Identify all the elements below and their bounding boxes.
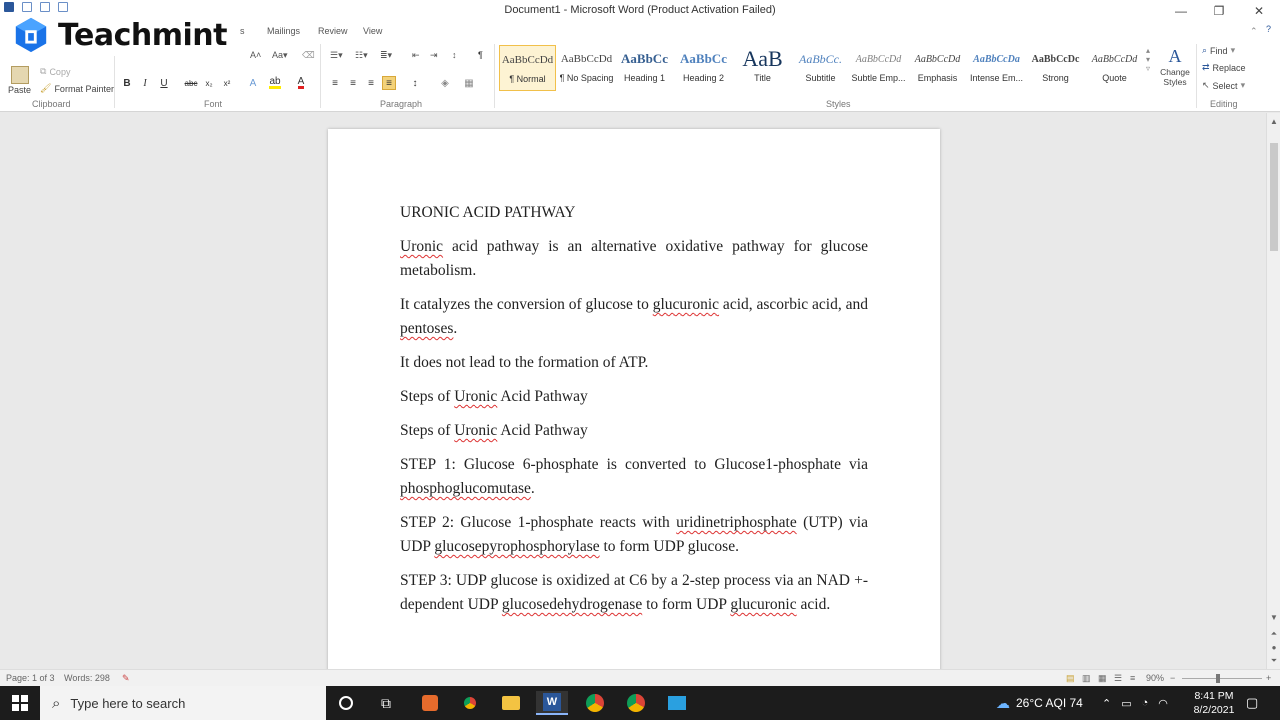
justify-icon[interactable]: ≡ (382, 76, 396, 90)
paste-icon (11, 66, 29, 84)
help-icon[interactable]: ? (1266, 24, 1272, 34)
group-divider (320, 44, 321, 108)
notifications-icon[interactable]: ▢ (1246, 695, 1259, 710)
select-icon: ↖ (1202, 80, 1210, 90)
wifi-icon[interactable]: ◠ (1158, 697, 1168, 710)
teachmint-brand-text: Teachmint (58, 17, 227, 53)
clock[interactable] (1186, 689, 1242, 717)
borders-icon[interactable]: ▦ (464, 77, 474, 89)
change-styles-icon: A (1168, 46, 1182, 66)
underline-button[interactable]: U (160, 77, 168, 89)
style-subtitle[interactable]: AaBbCc. Subtitle (799, 51, 842, 83)
document-body[interactable] (400, 201, 868, 627)
zoom-out-icon[interactable]: − (1170, 673, 1176, 683)
browse-object-icon[interactable]: ● (1271, 643, 1277, 652)
styles-group-label: Styles (826, 99, 851, 109)
sort-icon[interactable]: ↕ (452, 50, 457, 60)
clear-format-icon[interactable]: ⌫ (302, 50, 315, 60)
brush-icon: 🖌 (40, 83, 52, 93)
chrome-icon[interactable] (454, 691, 486, 715)
start-button[interactable] (0, 686, 40, 720)
paragraph-step-2: STEP 2: Glucose 1-phosphate reacts with uridinetriphosphate (UTP) via UDP glucosepyrophosphorylase to form UDP glucose. (400, 514, 868, 555)
style-normal[interactable]: AaBbCcDd ¶ Normal (499, 45, 556, 91)
decrease-indent-icon[interactable]: ⇤ (412, 50, 420, 60)
teachmint-logo-icon (12, 16, 50, 54)
taskbar-search[interactable] (40, 686, 326, 720)
chevron-up-icon[interactable]: ⌃ (1102, 697, 1112, 710)
paragraph-step-1: STEP 1: Glucose 6-phosphate is converted to Glucose1-phosphate via phosphoglucomutase. (400, 456, 868, 497)
format-painter-button[interactable]: 🖌 Format Painter (40, 83, 114, 94)
weather-icon: ☁ (996, 694, 1010, 711)
style-strong[interactable]: AaBbCcDc Strong (1031, 53, 1080, 83)
zoom-slider[interactable] (1182, 678, 1262, 679)
scroll-up-icon[interactable]: ▲ (1270, 117, 1278, 126)
style-quote[interactable]: AaBbCcDd Quote (1091, 53, 1138, 83)
proofing-icon[interactable]: ✎ (122, 673, 130, 683)
change-styles-button[interactable]: A Change Styles (1160, 46, 1190, 87)
paragraph-5: Steps of Uronic Acid Pathway (400, 422, 588, 439)
next-page-icon[interactable]: ⏷ (1270, 656, 1278, 665)
app-icon-blue[interactable] (661, 691, 693, 715)
battery-icon[interactable]: ▭ (1121, 697, 1132, 710)
system-tray (1102, 686, 1168, 720)
subscript-button[interactable]: x₂ (205, 78, 213, 88)
paragraph-step-3: STEP 3: UDP glucose is oxidized at C6 by a 2-step process via an NAD +-dependent UDP glucosedehydrogenase to form UDP glucuronic acid. (400, 572, 868, 613)
cortana-icon[interactable] (330, 691, 362, 715)
file-explorer-icon[interactable] (495, 691, 527, 715)
weather-widget[interactable]: ☁ 26°C AQI 74 (996, 694, 1083, 711)
paragraph-2: It catalyzes the conversion of glucose to glucuronic acid, ascorbic acid, and pentoses. (400, 296, 868, 337)
clock-time: 8:41 PM (1194, 690, 1234, 702)
paragraph-4: Steps of Uronic Acid Pathway (400, 388, 588, 405)
close-button[interactable]: ✕ (1253, 4, 1265, 18)
bold-button[interactable]: B (123, 77, 131, 89)
web-layout-icon[interactable]: ▦ (1098, 673, 1107, 683)
copy-button[interactable]: ⧉ Copy (40, 66, 71, 77)
superscript-button[interactable]: x² (223, 78, 231, 88)
word-count[interactable]: Words: 298 (64, 673, 110, 683)
teachmint-watermark (12, 14, 233, 56)
tab-view[interactable]: View (363, 26, 383, 36)
shading-icon[interactable]: ◈ (441, 77, 449, 89)
minimize-ribbon-icon[interactable]: ⌃ (1250, 26, 1258, 36)
replace-button[interactable]: ⇄ Replace (1202, 62, 1246, 73)
page-count[interactable]: Page: 1 of 3 (6, 673, 55, 683)
network-icon[interactable]: ◔ (1141, 697, 1149, 709)
maximize-button[interactable]: ❐ (1213, 4, 1225, 18)
italic-button[interactable]: I (143, 77, 147, 89)
minimize-button[interactable]: — (1175, 4, 1187, 18)
taskbar (0, 686, 1280, 720)
paste-button[interactable]: Paste (8, 66, 31, 95)
style-no-spacing[interactable]: AaBbCcDd ¶ No Spacing (559, 53, 614, 83)
chrome-icon-2[interactable] (620, 691, 652, 715)
draft-icon[interactable]: ≡ (1130, 673, 1136, 683)
group-divider (494, 44, 495, 108)
increase-indent-icon[interactable]: ⇥ (430, 50, 438, 60)
tab-review[interactable]: Review (318, 26, 348, 36)
window-title: Document1 - Microsoft Word (Product Activation Failed) (504, 4, 776, 16)
replace-icon: ⇄ (1202, 62, 1210, 72)
style-heading-1[interactable]: AaBbCc Heading 1 (621, 51, 668, 83)
paragraph-3: It does not lead to the formation of ATP. (400, 354, 649, 371)
clipboard-group-label: Clipboard (32, 99, 71, 109)
scroll-down-icon[interactable]: ▼ (1270, 613, 1278, 622)
paragraph-group-label: Paragraph (380, 99, 423, 109)
status-bar (0, 669, 1280, 686)
full-screen-reading-icon[interactable]: ▥ (1082, 673, 1091, 683)
styles-scroll-buttons[interactable]: ▴ ▾ ▿ (1146, 46, 1151, 73)
align-left-icon[interactable]: ≡ (332, 77, 338, 89)
find-button[interactable]: ⌕ Find ▾ (1202, 45, 1236, 56)
zoom-level[interactable]: 90% (1146, 673, 1165, 683)
outline-icon[interactable]: ☰ (1114, 673, 1123, 683)
style-heading-2[interactable]: AaBbCc Heading 2 (680, 51, 727, 83)
chrome-profile-icon[interactable] (579, 691, 611, 715)
vertical-scrollbar[interactable] (1266, 113, 1280, 669)
align-right-icon[interactable]: ≡ (368, 77, 374, 89)
multilevel-list-icon[interactable]: ≣▾ (380, 50, 393, 60)
highlight-icon[interactable]: ab (269, 76, 281, 87)
strikethrough-button[interactable]: abc (184, 78, 198, 88)
show-formatting-icon[interactable]: ¶ (478, 50, 483, 60)
tab-partial[interactable]: s (240, 26, 245, 36)
style-title[interactable]: AaB Title (742, 46, 783, 83)
numbering-icon[interactable]: ☷▾ (355, 50, 368, 60)
app-icon-orange[interactable] (414, 691, 446, 715)
document-page[interactable] (328, 129, 940, 669)
zoom-slider-thumb[interactable] (1216, 674, 1220, 683)
search-placeholder: Type here to search (70, 695, 186, 711)
font-color-icon[interactable]: A (297, 76, 305, 87)
tab-mailings[interactable]: Mailings (267, 26, 301, 36)
document-area[interactable] (0, 113, 1266, 669)
text-effects-icon[interactable]: A (249, 77, 257, 89)
align-center-icon[interactable]: ≡ (350, 77, 356, 89)
copy-icon: ⧉ (40, 66, 47, 76)
zoom-in-icon[interactable]: + (1266, 673, 1272, 683)
search-icon: ⌕ (52, 694, 61, 712)
clock-date: 8/2/2021 (1193, 704, 1235, 716)
word-taskbar-icon[interactable]: W (536, 691, 568, 715)
editing-group-label: Editing (1210, 99, 1238, 109)
style-intense-emphasis[interactable]: AaBbCcDa Intense Em... (969, 53, 1024, 83)
find-icon: ⌕ (1202, 45, 1208, 55)
select-button[interactable]: ↖ Select ▾ (1202, 80, 1246, 91)
font-group-label: Font (204, 99, 223, 109)
print-layout-icon[interactable]: ▤ (1066, 673, 1075, 683)
windows-icon (12, 695, 28, 711)
style-subtle-emphasis[interactable]: AaBbCcDd Subtle Emp... (851, 53, 906, 83)
paragraph-1: Uronic acid pathway is an alternative oxidative pathway for glucose metabolism. (400, 238, 868, 279)
task-view-icon[interactable]: ⧉ (381, 694, 391, 711)
bullets-icon[interactable]: ☰▾ (330, 50, 343, 60)
grow-font-button[interactable]: A˄ (250, 50, 262, 60)
scrollbar-thumb[interactable] (1270, 143, 1278, 251)
style-emphasis[interactable]: AaBbCcDd Emphasis (914, 53, 961, 83)
shrink-font-button[interactable]: Aa▾ (272, 50, 288, 60)
line-spacing-icon[interactable]: ↕ (412, 77, 418, 89)
group-divider (1196, 44, 1197, 108)
document-heading: URONIC ACID PATHWAY (400, 204, 576, 221)
previous-page-icon[interactable]: ⏶ (1270, 629, 1278, 638)
